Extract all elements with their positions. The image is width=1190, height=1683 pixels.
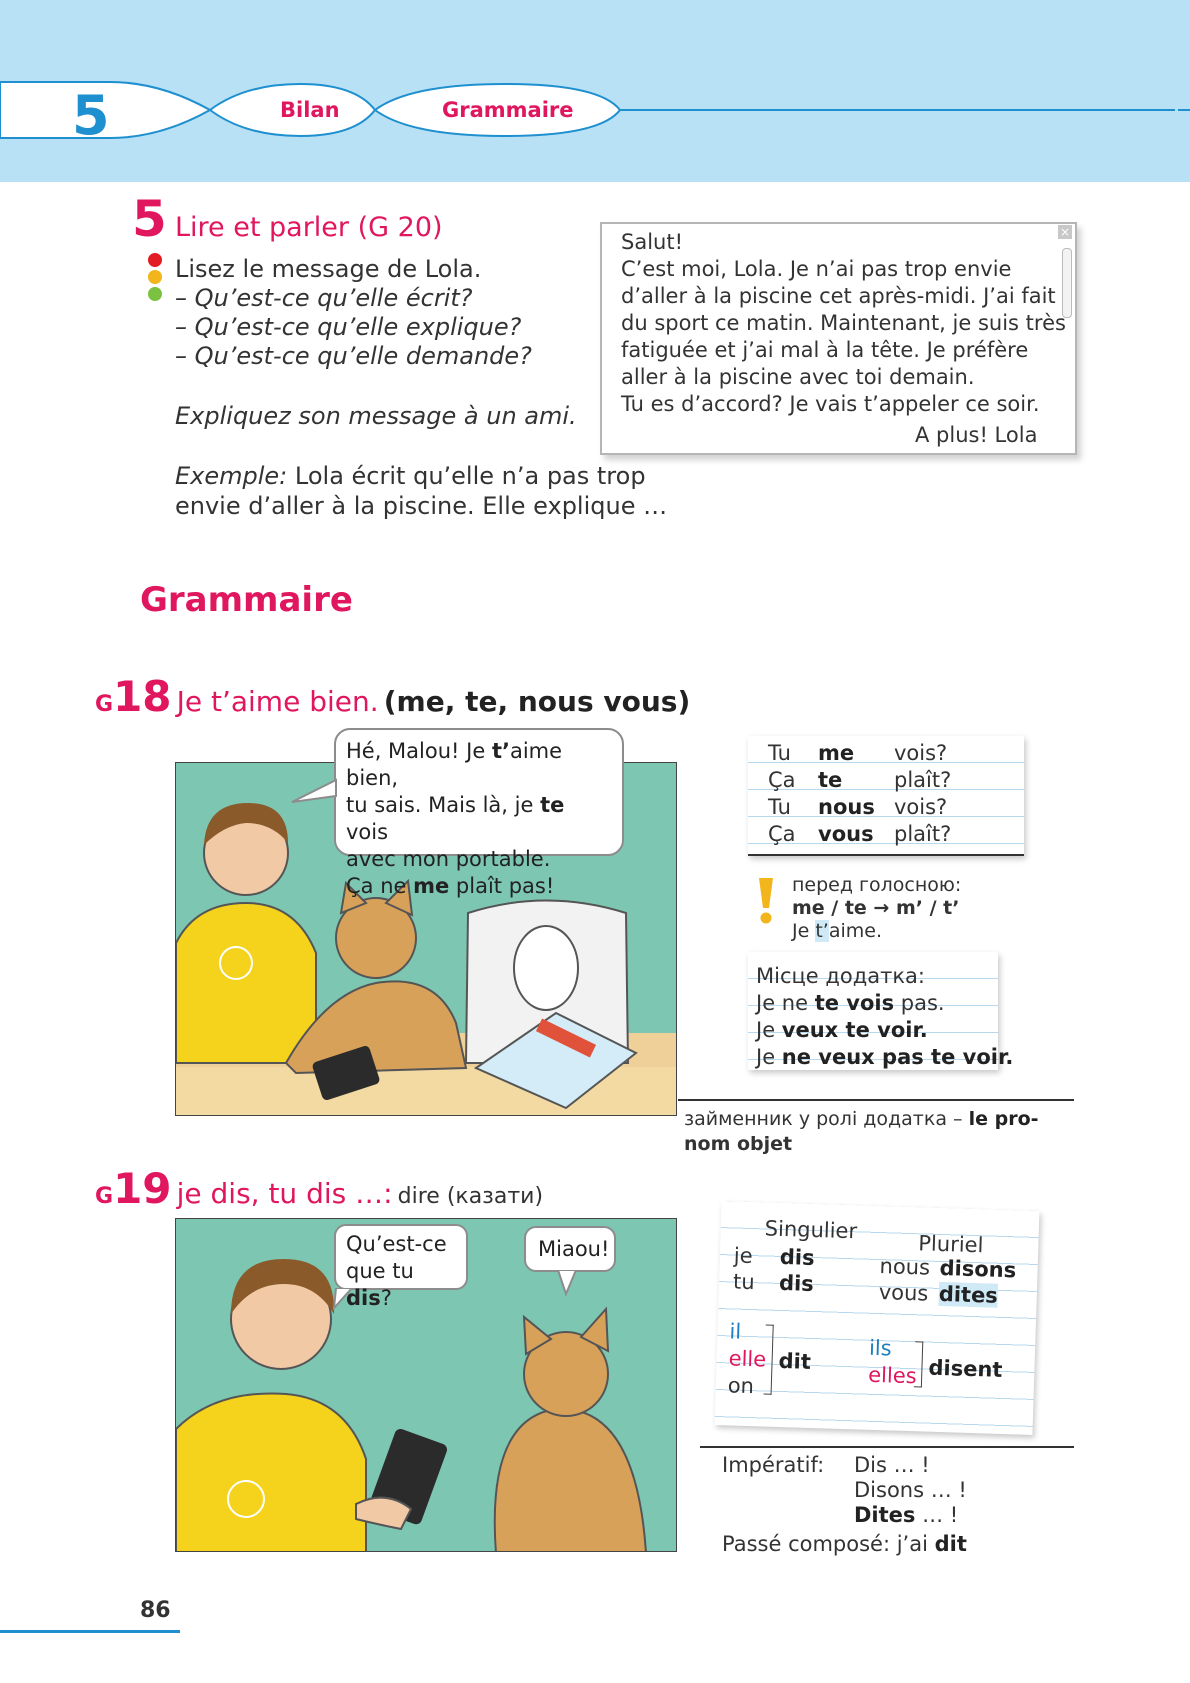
table-cell: Ça: [768, 822, 796, 846]
table-cell: je: [733, 1243, 754, 1269]
bubble-tail: [330, 1288, 360, 1310]
message-window: [600, 222, 1077, 455]
g18-heading: G18 Je t’aime bien. (me, te, nous vous): [95, 672, 691, 721]
divider: [678, 1099, 1074, 1101]
table-cell: elle: [728, 1346, 767, 1372]
table-cell: dis: [778, 1270, 815, 1296]
exercise-question: – Qu’est-ce qu’elle demande?: [175, 342, 532, 370]
exercise-number: 5: [132, 190, 167, 248]
exercise-question: – Qu’est-ce qu’elle écrit?: [175, 284, 473, 312]
message-line: Salut!: [621, 230, 683, 254]
exercise-task: Expliquez son message à un ami.: [175, 402, 577, 430]
box-example: Je ne veux pas te voir.: [756, 1045, 1014, 1069]
imperatif-label: Impératif:: [722, 1453, 825, 1477]
pronoun-table: [748, 736, 1024, 856]
imperatif-form: Dites … !: [854, 1503, 959, 1527]
message-line: Tu es d’accord? Je vais t’appeler ce soir.: [621, 392, 1040, 416]
message-line: du sport ce matin. Maintenant, je suis très: [621, 311, 1066, 335]
table-cell: elles: [867, 1362, 918, 1389]
table-header: Singulier: [764, 1216, 858, 1244]
speech-bubble-boy: [334, 728, 624, 898]
table-cell: vois?: [894, 795, 948, 819]
exercise-example-line: envie d’aller à la piscine. Elle explique …: [175, 492, 668, 520]
table-cell: ils: [868, 1335, 893, 1361]
exercise-title: Lire et parler (G 20): [175, 212, 443, 243]
table-cell: me: [818, 741, 855, 765]
table-cell: on: [727, 1373, 755, 1399]
speech-bubble-boy: [334, 1224, 468, 1310]
close-icon[interactable]: ×: [1059, 225, 1071, 239]
scrollbar[interactable]: [1062, 248, 1072, 318]
bracket: [914, 1341, 923, 1387]
imperatif-form: Dis … !: [854, 1453, 930, 1477]
bubble-line: tu sais. Mais là, je te vois: [346, 793, 565, 844]
table-cell: tu: [732, 1269, 755, 1295]
conjugation-table-dire: [715, 1201, 1040, 1435]
exercise-instruction: Lisez le message de Lola.: [175, 255, 482, 283]
tab-bilan[interactable]: Bilan: [280, 98, 340, 122]
table-cell: il: [729, 1319, 742, 1344]
bubble-line: que tu dis?: [346, 1259, 414, 1310]
message-line: C’est moi, Lola. Je n’ai pas trop envie: [621, 257, 1012, 281]
bubble-line: Qu’est-ce: [346, 1232, 447, 1256]
table-cell: vous: [818, 822, 874, 846]
table-cell: dites: [938, 1281, 999, 1308]
box-example: Je ne te vois pas.: [756, 991, 945, 1015]
imperatif-form: Disons … !: [854, 1478, 967, 1502]
difficulty-dot-green: [148, 287, 162, 301]
table-cell: Ça: [768, 768, 796, 792]
table-cell: nous: [879, 1254, 931, 1280]
table-cell: vois?: [894, 741, 948, 765]
message-line: fatiguée et j’ai mal à la tête. Je préfère: [621, 338, 1029, 362]
table-cell: dis: [779, 1244, 815, 1271]
chapter-number: 5: [72, 84, 110, 147]
table-cell: te: [818, 768, 843, 792]
footer-line: [0, 1630, 180, 1633]
table-cell: plaît?: [894, 822, 952, 846]
box-example: Je veux te voir.: [756, 1018, 928, 1042]
exclamation-icon: [756, 876, 776, 926]
table-cell: Tu: [768, 795, 791, 819]
passe-compose: Passé composé: j’ai dit: [722, 1532, 967, 1556]
box-title: Місце додатка:: [756, 964, 926, 988]
table-cell: vous: [878, 1280, 929, 1306]
difficulty-dot-red: [148, 253, 162, 267]
note-rule: me / te → m’ / t’: [792, 897, 960, 919]
object-placement-box: [748, 952, 1014, 1070]
table-cell: Tu: [768, 741, 791, 765]
bubble-tail: [290, 776, 338, 806]
exercise-example-line: Exemple: Lola écrit qu’elle n’a pas trop: [175, 462, 646, 490]
bubble-line: avec mon portable.: [346, 847, 551, 871]
table-cell: disent: [928, 1355, 1003, 1382]
page-number: 86: [140, 1598, 171, 1623]
tab-grammaire[interactable]: Grammaire: [442, 98, 574, 122]
message-signature: A plus! Lola: [915, 423, 1038, 447]
section-heading-grammaire: Grammaire: [140, 580, 353, 620]
g19-heading: G19 je dis, tu dis …: dire (казати): [95, 1164, 544, 1213]
table-cell: nous: [818, 795, 875, 819]
message-line: aller à la piscine avec toi demain.: [621, 365, 975, 389]
bubble-tail: [556, 1270, 580, 1296]
table-cell: dit: [778, 1348, 812, 1374]
bubble-line: Ça ne me plaît pas!: [346, 874, 555, 898]
bubble-line: Hé, Malou! Je t’aime bien,: [346, 739, 563, 790]
table-cell: plaît?: [894, 768, 952, 792]
exercise-question: – Qu’est-ce qu’elle explique?: [175, 313, 522, 341]
difficulty-dot-yellow: [148, 270, 162, 284]
note-example: Je t’aime.: [792, 920, 883, 942]
table-cell: disons: [939, 1255, 1017, 1283]
divider: [700, 1446, 1074, 1448]
pronoun-definition: займенник у ролі додатка – le pro-: [684, 1108, 1039, 1130]
note-title: перед голосною:: [792, 874, 962, 896]
table-header: Pluriel: [917, 1231, 984, 1258]
header-ribbon: [0, 78, 1190, 158]
bracket: [764, 1325, 774, 1395]
speech-bubble-cat: Miaou!: [524, 1226, 616, 1272]
pronoun-definition-cont: nom objet: [684, 1133, 793, 1155]
message-line: d’aller à la piscine cet après-midi. J’ai fait: [621, 284, 1056, 308]
